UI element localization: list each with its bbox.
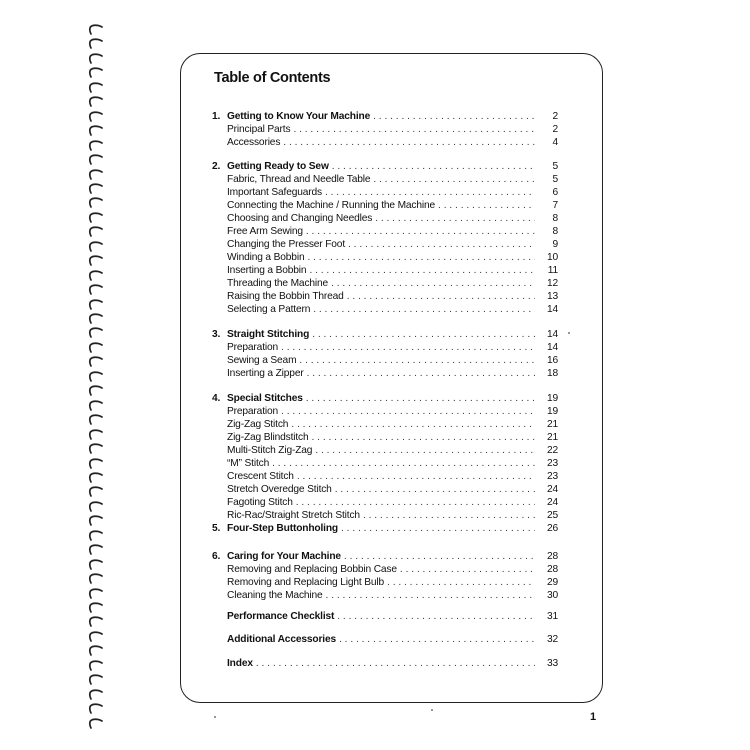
spiral-coil (88, 255, 104, 267)
toc-entry (212, 431, 558, 444)
spiral-coil (88, 125, 104, 137)
speck (214, 716, 216, 718)
toc-entry-page: 29 (546, 577, 558, 588)
toc-entry-label: Preparation (227, 406, 279, 417)
spiral-coil (88, 530, 104, 542)
spiral-coil (88, 400, 104, 412)
toc-entry-page: 8 (552, 213, 558, 224)
spiral-coil (88, 472, 104, 484)
toc-entry (212, 212, 558, 225)
toc-leader-dots (347, 290, 535, 303)
toc-entry-label: Winding a Bobbin (227, 252, 305, 263)
toc-entry-label: Getting to Know Your Machine (227, 111, 371, 122)
toc-entry-page: 10 (546, 252, 558, 263)
toc-entry (212, 444, 558, 457)
toc-entry-label: Principal Parts (227, 124, 291, 135)
spiral-coil (88, 645, 104, 657)
toc-entry-page: 23 (546, 471, 558, 482)
toc-entry (212, 405, 558, 418)
toc-leader-dots (331, 277, 535, 290)
toc-entry (212, 418, 558, 431)
spiral-coil (88, 197, 104, 209)
spiral-coil (88, 544, 104, 556)
toc-entry-page: 22 (546, 445, 558, 456)
toc-entry (212, 657, 558, 670)
page-title: Table of Contents (214, 70, 331, 86)
toc-entry (212, 277, 558, 290)
spiral-coil (88, 443, 104, 455)
toc-entry-page: 19 (546, 406, 558, 417)
toc-entry-label: Sewing a Seam (227, 355, 297, 366)
toc-entry-page: 25 (546, 510, 558, 521)
toc-leader-dots (291, 418, 535, 431)
toc-entry (212, 110, 558, 123)
toc-entry (212, 563, 558, 576)
toc-entry-number: 6. (212, 551, 221, 562)
spiral-coil (88, 169, 104, 181)
spiral-coil (88, 588, 104, 600)
toc-entry-label: Special Stitches (227, 393, 303, 404)
toc-leader-dots (315, 444, 535, 457)
toc-entry-label: Free Arm Sewing (227, 226, 303, 237)
toc-entry (212, 610, 558, 623)
toc-entry-page: 24 (546, 484, 558, 495)
spiral-coil (88, 501, 104, 513)
toc-entry-label: Inserting a Bobbin (227, 265, 307, 276)
spiral-coil (88, 154, 104, 166)
page-number: 1 (590, 711, 597, 723)
toc-leader-dots (299, 354, 535, 367)
toc-entry (212, 457, 558, 470)
toc-entry (212, 483, 558, 496)
toc-entry-page: 12 (546, 278, 558, 289)
toc-entry-page: 28 (546, 551, 558, 562)
spiral-coil (88, 573, 104, 585)
toc-entry-page: 9 (552, 239, 558, 250)
toc-entry (212, 367, 558, 380)
toc-leader-dots (344, 550, 535, 563)
spiral-coil (88, 515, 104, 527)
toc-entry-label: Cleaning the Machine (227, 590, 323, 601)
toc-entry (212, 341, 558, 354)
toc-entry-number: 4. (212, 393, 221, 404)
toc-entry-label: Caring for Your Machine (227, 551, 341, 562)
toc-leader-dots (373, 110, 535, 123)
toc-leader-dots (256, 657, 535, 670)
toc-entry-label: Connecting the Machine / Running the Machine (227, 200, 436, 211)
toc-entry-page: 26 (546, 523, 558, 534)
toc-entry-label: Crescent Stitch (227, 471, 294, 482)
toc-entry-page: 5 (552, 161, 558, 172)
toc-leader-dots (375, 212, 535, 225)
spiral-coil (88, 183, 104, 195)
toc-entry (212, 354, 558, 367)
toc-entry-page: 33 (546, 658, 558, 669)
toc-entry (212, 392, 558, 405)
spiral-coil (88, 385, 104, 397)
spiral-coil (88, 356, 104, 368)
toc-entry-page: 6 (552, 187, 558, 198)
toc-entry-label: Choosing and Changing Needles (227, 213, 373, 224)
toc-entry-label: Straight Stitching (227, 329, 310, 340)
toc-entry-page: 13 (546, 291, 558, 302)
toc-entry (212, 303, 558, 316)
spiral-coil (88, 689, 104, 701)
toc-entry-page: 18 (546, 368, 558, 379)
toc-entry-label: Important Safeguards (227, 187, 322, 198)
toc-leader-dots (326, 589, 535, 602)
toc-entry-page: 7 (552, 200, 558, 211)
toc-entry-number: 5. (212, 523, 221, 534)
toc-leader-dots (307, 367, 535, 380)
toc-leader-dots (348, 238, 535, 251)
toc-entry (212, 251, 558, 264)
spiral-coil (88, 241, 104, 253)
spiral-binding (88, 24, 108, 734)
toc-leader-dots (339, 633, 535, 646)
toc-leader-dots (337, 610, 535, 623)
toc-leader-dots (312, 328, 535, 341)
spiral-coil (88, 616, 104, 628)
toc-entry-label: Preparation (227, 342, 279, 353)
toc-entry-label: Getting Ready to Sew (227, 161, 329, 172)
toc-leader-dots (387, 576, 535, 589)
toc-entry (212, 470, 558, 483)
spiral-coil (88, 559, 104, 571)
toc-entry-label: Zig-Zag Blindstitch (227, 432, 309, 443)
toc-entry (212, 509, 558, 522)
toc-leader-dots (373, 173, 535, 186)
toc-entry-label: Raising the Bobbin Thread (227, 291, 344, 302)
toc-entry (212, 496, 558, 509)
toc-leader-dots (283, 136, 535, 149)
toc-entry-label: Selecting a Pattern (227, 304, 311, 315)
toc-entry (212, 123, 558, 136)
toc-leader-dots (438, 199, 535, 212)
toc-entry-page: 11 (547, 265, 558, 276)
spiral-coil (88, 429, 104, 441)
toc-entry-label: Threading the Machine (227, 278, 329, 289)
toc-entry (212, 238, 558, 251)
toc-entry-page: 28 (546, 564, 558, 575)
toc-entry-page: 2 (552, 124, 558, 135)
toc-entry-page: 21 (546, 432, 558, 443)
toc-entry-page: 14 (546, 304, 558, 315)
toc-entry (212, 589, 558, 602)
toc-leader-dots (272, 457, 535, 470)
toc-leader-dots (296, 496, 535, 509)
toc-entry-number: 3. (212, 329, 221, 340)
toc-entry-page: 32 (546, 634, 558, 645)
toc-entry-label: Index (227, 658, 253, 669)
toc-leader-dots (312, 431, 535, 444)
toc-entry (212, 173, 558, 186)
spiral-coil (88, 38, 104, 50)
toc-entry-page: 14 (546, 342, 558, 353)
toc-leader-dots (400, 563, 535, 576)
toc-leader-dots (309, 264, 535, 277)
toc-leader-dots (306, 392, 535, 405)
toc-leader-dots (325, 186, 535, 199)
spiral-coil (88, 486, 104, 498)
toc-entry-label: Removing and Replacing Light Bulb (227, 577, 385, 588)
toc-entry-label: Fagoting Stitch (227, 497, 293, 508)
toc-leader-dots (363, 509, 535, 522)
toc-leader-dots (306, 225, 535, 238)
toc-entry-label: Zig-Zag Stitch (227, 419, 289, 430)
spiral-coil (88, 458, 104, 470)
spiral-coil (88, 342, 104, 354)
toc-entry (212, 225, 558, 238)
spiral-coil (88, 313, 104, 325)
toc-entry-page: 4 (552, 137, 558, 148)
toc-leader-dots (281, 341, 535, 354)
toc-entry-label: Changing the Presser Foot (227, 239, 346, 250)
toc-entry-label: Stretch Overedge Stitch (227, 484, 332, 495)
toc-entry (212, 576, 558, 589)
toc-entry-label: Fabric, Thread and Needle Table (227, 174, 371, 185)
toc-leader-dots (341, 522, 535, 535)
toc-entry-page: 23 (546, 458, 558, 469)
toc-entry (212, 199, 558, 212)
toc-entry-number: 2. (212, 161, 221, 172)
spiral-coil (88, 602, 104, 614)
toc-leader-dots (332, 160, 535, 173)
toc-leader-dots (293, 123, 535, 136)
toc-entry (212, 550, 558, 563)
toc-entry (212, 160, 558, 173)
spiral-coil (88, 718, 104, 730)
spiral-coil (88, 674, 104, 686)
spiral-coil (88, 140, 104, 152)
toc-entry-page: 24 (546, 497, 558, 508)
toc-entry-page: 31 (546, 611, 558, 622)
spiral-coil (88, 703, 104, 715)
toc-entry (212, 522, 558, 535)
spiral-coil (88, 53, 104, 65)
toc-entry (212, 290, 558, 303)
toc-entry (212, 264, 558, 277)
toc-leader-dots (297, 470, 535, 483)
spiral-coil (88, 212, 104, 224)
toc-entry-label: Multi-Stitch Zig-Zag (227, 445, 313, 456)
toc-leader-dots (307, 251, 535, 264)
toc-entry-page: 16 (546, 355, 558, 366)
toc-entry-page: 5 (552, 174, 558, 185)
toc-entry-page: 2 (552, 111, 558, 122)
toc-entry (212, 633, 558, 646)
spiral-coil (88, 631, 104, 643)
toc-entry-page: 14 (546, 329, 558, 340)
toc-entry (212, 328, 558, 341)
spiral-coil (88, 284, 104, 296)
spiral-coil (88, 299, 104, 311)
spiral-coil (88, 67, 104, 79)
toc-entry-label: Inserting a Zipper (227, 368, 304, 379)
toc-leader-dots (281, 405, 535, 418)
spiral-coil (88, 226, 104, 238)
toc-entry-label: Performance Checklist (227, 611, 335, 622)
spiral-coil (88, 327, 104, 339)
toc-entry (212, 186, 558, 199)
toc-entry-page: 19 (546, 393, 558, 404)
speck (431, 709, 433, 711)
toc-leader-dots (313, 303, 535, 316)
toc-entry-label: Four-Step Buttonholing (227, 523, 338, 534)
toc-entry-page: 8 (552, 226, 558, 237)
toc-entry-number: 1. (212, 111, 221, 122)
toc-leader-dots (335, 483, 535, 496)
spiral-coil (88, 82, 104, 94)
speck (568, 332, 570, 334)
spiral-coil (88, 414, 104, 426)
toc-entry-label: Ric-Rac/Straight Stretch Stitch (227, 510, 360, 521)
toc-entry-page: 21 (546, 419, 558, 430)
spiral-coil (88, 371, 104, 383)
spiral-coil (88, 24, 104, 36)
toc-entry-page: 30 (546, 590, 558, 601)
spiral-coil (88, 111, 104, 123)
spiral-coil (88, 96, 104, 108)
toc-entry (212, 136, 558, 149)
toc-entry-label: Accessories (227, 137, 281, 148)
toc-entry-label: Removing and Replacing Bobbin Case (227, 564, 397, 575)
spiral-coil (88, 270, 104, 282)
toc-entry-label: “M” Stitch (227, 458, 270, 469)
spiral-coil (88, 660, 104, 672)
toc-entry-label: Additional Accessories (227, 634, 336, 645)
